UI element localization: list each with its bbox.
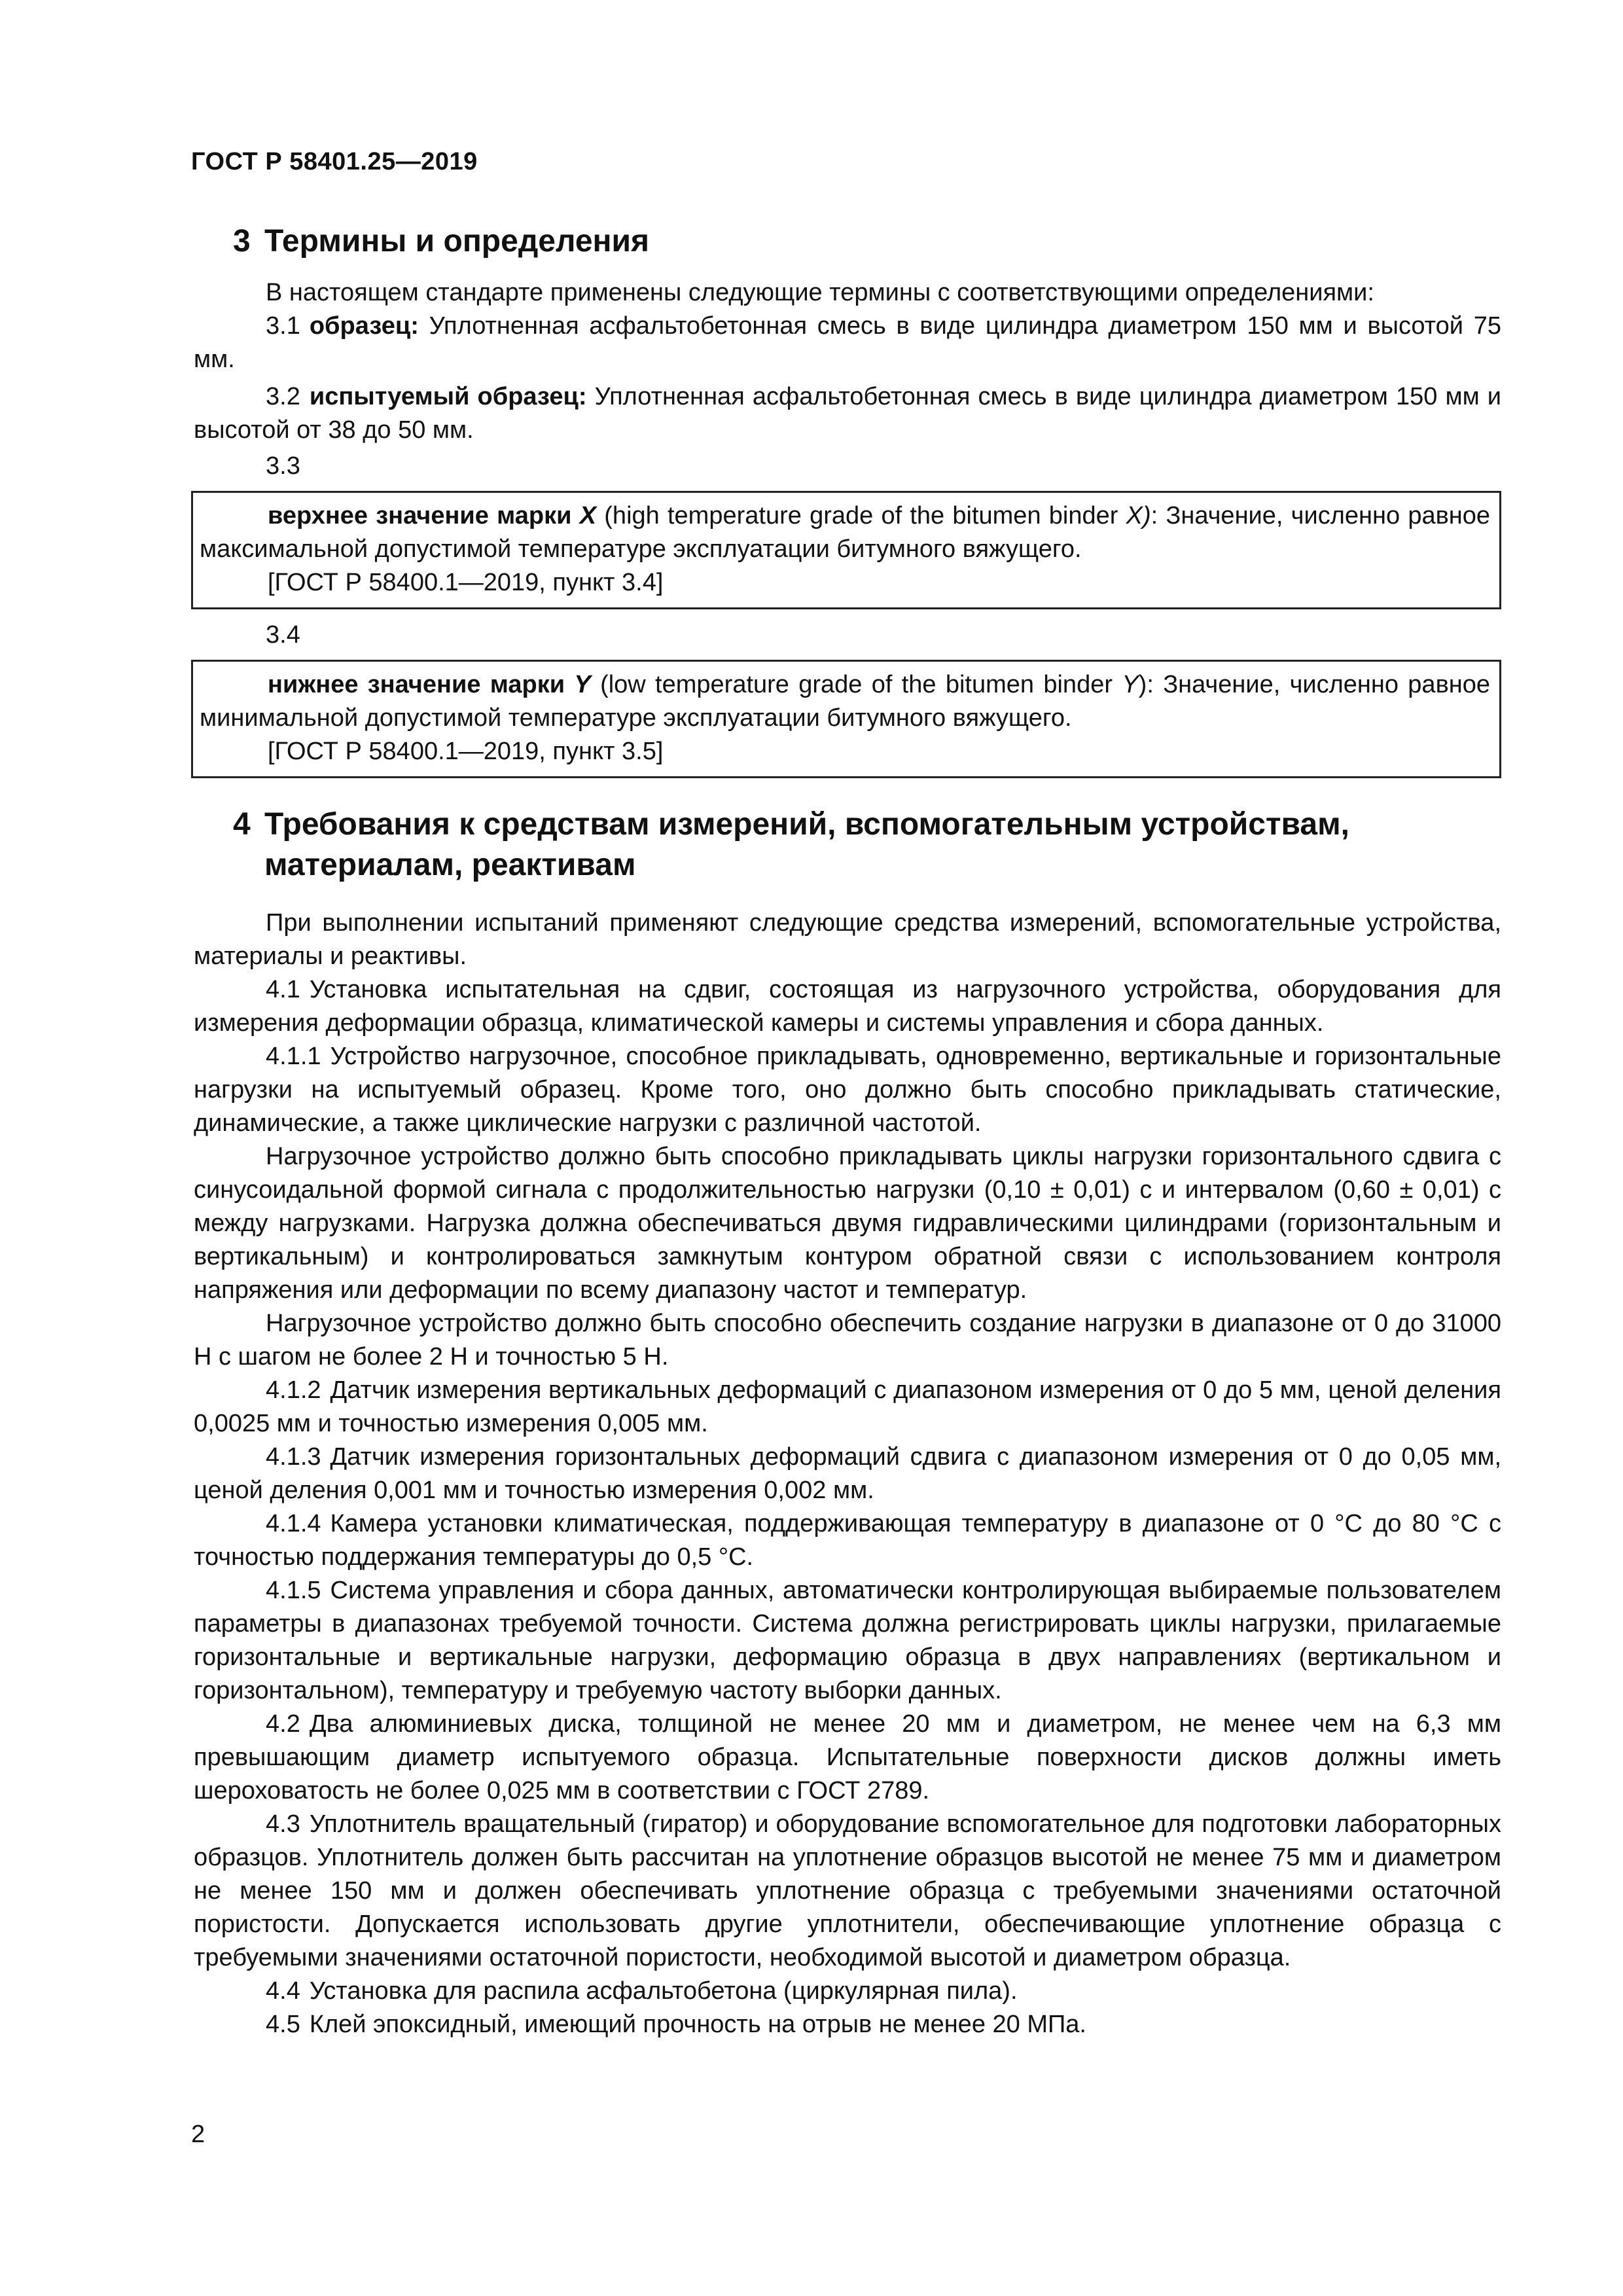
- paragraph-4-3: 4.3 Уплотнитель вращательный (гиратор) и оборудование вспомогательное для подготовки лабораторных образцов. Уплотнитель должен быть рассчитан на уплотнение образцов высотой не менее 75 мм и диаметром не менее 150 мм и должен обеспечивать уплотнение образца с требуемыми значениями остаточной пористости. Допускается использовать другие уплотнители, обеспечивающие уплотнение образца с требуемыми значениями остаточной пористости, необходимой высотой и диаметром образца.: [194, 1810, 1501, 1971]
- section-3-title: Термины и определения: [264, 224, 650, 259]
- term-3-4-number: 3.4: [266, 621, 300, 649]
- term-3-4-definition: нижнее значение марки Y (low temperature grade of the bitumen binder Y): Значение, численно равное минимальной допустимой температуре эксплуатации битумного вяжущего.: [200, 671, 1491, 732]
- term-3-3-box: [191, 491, 1501, 609]
- paragraph-4-2: 4.2 Два алюминиевых диска, толщиной не менее 20 мм и диаметром, не менее чем на 6,3 мм превышающим диаметр испытуемого образца. Испытательные поверхности дисков должны иметь шероховатость не более 0,025 мм в соответствии с ГОСТ 2789.: [194, 1710, 1501, 1804]
- section-3-intro: В настоящем стандарте применены следующие термины с соответствующими определениями:: [266, 279, 1374, 306]
- section-4-title: Требования к средствам измерений, вспомогательным устройствам, материалам, реактивам: [264, 807, 1349, 882]
- section-4-heading: [194, 804, 1501, 886]
- paragraph-4-4: 4.4 Установка для распила асфальтобетона (циркулярная пила).: [266, 1977, 1018, 2005]
- paragraph-4-5: 4.5 Клей эпоксидный, имеющий прочность на отрыв не менее 20 МПа.: [266, 2011, 1086, 2038]
- paragraph-4-1-4: 4.1.4 Камера установки климатическая, поддерживающая температуру в диапазоне от 0 °С до 80 °С с точностью поддержания температуры до 0,5 °С.: [194, 1510, 1501, 1571]
- paragraph-4-1-3: 4.1.3 Датчик измерения горизонтальных деформаций сдвига с диапазоном измерения от 0 до 0,05 мм, ценой деления 0,001 мм и точностью измерения 0,002 мм.: [194, 1443, 1501, 1504]
- term-3-1: 3.1 образец: Уплотненная асфальтобетонная смесь в виде цилиндра диаметром 150 мм и высотой 75 мм.: [194, 312, 1501, 373]
- term-3-3-definition: верхнее значение марки X (high temperature grade of the bitumen binder X): Значение, численно равное максимальной допустимой температуре эксплуатации битумного вяжущего.: [200, 502, 1491, 563]
- section-3-number: 3: [233, 224, 251, 259]
- term-3-4-reference: [ГОСТ Р 58400.1—2019, пункт 3.5]: [268, 738, 664, 765]
- paragraph-4-1-1: 4.1.1 Устройство нагрузочное, способное прикладывать, одновременно, вертикальные и горизонтальные нагрузки на испытуемый образец. Кроме того, оно должно быть способно прикладывать статические, динамические, а также циклические нагрузки с различной частотой.: [194, 1043, 1501, 1137]
- paragraph-4-1-2: 4.1.2 Датчик измерения вертикальных деформаций с диапазоном измерения от 0 до 5 мм, ценой деления 0,0025 мм и точностью измерения 0,005 мм.: [194, 1376, 1501, 1437]
- term-3-3-number: 3.3: [266, 452, 300, 480]
- term-3-4-box: [191, 660, 1501, 778]
- term-3-3-reference: [ГОСТ Р 58400.1—2019, пункт 3.4]: [268, 569, 664, 596]
- page-number: 2: [191, 2121, 205, 2148]
- paragraph: При выполнении испытаний применяют следующие средства измерений, вспомогательные устройства, материалы и реактивы.: [194, 909, 1501, 970]
- term-3-2: 3.2 испытуемый образец: Уплотненная асфальтобетонная смесь в виде цилиндра диаметром 150 мм и высотой от 38 до 50 мм.: [194, 383, 1501, 444]
- paragraph-4-1-5: 4.1.5 Система управления и сбора данных, автоматически контролирующая выбираемые пользователем параметры в диапазонах требуемой точности. Система должна регистрировать циклы нагрузки, прилагаемые горизонтальные и вертикальные нагрузки, деформацию образца в двух направлениях (вертикальном и горизонтальном), температуру и требуемую частоту выборки данных.: [194, 1577, 1501, 1704]
- paragraph: Нагрузочное устройство должно быть способно обеспечить создание нагрузки в диапазоне от 0 до 31000 Н с шагом не более 2 Н и точностью 5 Н.: [194, 1310, 1501, 1371]
- page-content: [194, 221, 1501, 2041]
- document-header: ГОСТ Р 58401.25—2019: [191, 148, 478, 175]
- paragraph-4-1: 4.1 Установка испытательная на сдвиг, состоящая из нагрузочного устройства, оборудования для измерения деформации образца, климатической камеры и системы управления и сбора данных.: [194, 976, 1501, 1037]
- section-4-number: 4: [233, 807, 251, 842]
- section-3-heading: [194, 221, 1501, 262]
- paragraph: Нагрузочное устройство должно быть способно прикладывать циклы нагрузки горизонтального сдвига с синусоидальной формой сигнала с продолжительностью нагрузки (0,10 ± 0,01) с и интервалом (0,60 ± 0,01) с между нагрузками. Нагрузка должна обеспечиваться двумя гидравлическими цилиндрами (горизонтальным и вертикальным) и контролироваться замкнутым контуром обратной связи с использованием контроля напряжения или деформации по всему диапазону частот и температур.: [194, 1143, 1501, 1304]
- section-4-body: [194, 906, 1501, 2041]
